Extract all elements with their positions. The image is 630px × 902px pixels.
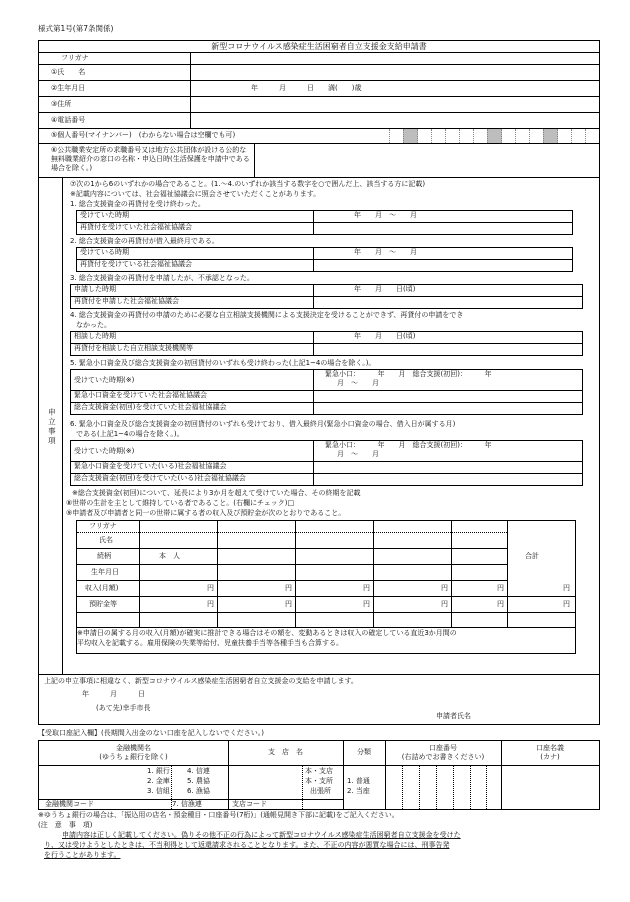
item3-council-field[interactable] — [313, 296, 583, 309]
item5-label[interactable]: 5. 緊急小口資金及び総合支援資金の初回貸付のいずれも受け終わった(上記1~4の場合を除く。)。 — [70, 359, 376, 367]
bank-table — [38, 740, 600, 810]
yen-mark: 円 — [441, 584, 448, 592]
col-account-holder-sub: (カナ) — [540, 753, 560, 761]
hh-furigana-label: フリガナ — [89, 522, 117, 530]
item4-agency-label: 再貸付を相談した自立相談支援機関等 — [70, 343, 314, 356]
branch-type-2[interactable]: 本・支所 — [305, 777, 333, 785]
bank-heading: 【受取口座記入欄】(長期間入出金のない口座を記入しないでください。) — [38, 729, 264, 737]
branch-code-label: 支店コード — [232, 800, 267, 808]
item2-period-field[interactable]: 年 月 ～ 月 — [313, 247, 573, 260]
type-ordinary[interactable]: 1. 普通 — [347, 777, 370, 785]
item2-council-field[interactable] — [313, 259, 573, 272]
yen-mark: 円 — [563, 600, 570, 608]
name-label: ①氏 名 — [39, 65, 191, 80]
col-bank-name-sub: (ゆうちょ銀行を除く) — [99, 753, 168, 761]
yen-mark: 円 — [207, 584, 214, 592]
opt-shinkumi[interactable]: 3. 信組 — [147, 787, 170, 795]
address-label: ③住所 — [39, 97, 191, 112]
item2-period-label: 受けている時期 — [76, 247, 314, 260]
col-account-holder: 口座名義 — [536, 744, 564, 752]
yen-mark: 円 — [363, 584, 370, 592]
name-row — [38, 65, 600, 81]
col-account-number: 口座番号 — [429, 744, 457, 752]
item5-council1-label: 緊急小口資金を受けていた社会福祉協議会 — [70, 390, 314, 403]
item3-council-label: 再貸付を申請した社会福祉協議会 — [70, 296, 314, 309]
item1-label[interactable]: 1. 総合支援資金の再貸付を受け終わった。 — [70, 200, 205, 208]
item6-council2-label: 総合支援資金(初回)を受けていた(いる)社会福祉協議会 — [70, 473, 314, 486]
type-current[interactable]: 2. 当座 — [347, 787, 370, 795]
item4-label-cont: なかった。 — [76, 321, 111, 329]
item4-label[interactable]: 4. 総合支援資金の再貸付の申請のために必要な自立相談支援機関による支援決定を受けることができず、再貸付の申請をでき — [70, 311, 464, 319]
item5-council2-label: 総合支援資金(初回)を受けていた社会福祉協議会 — [70, 402, 314, 415]
item2-council-label: 再貸付を受けている社会福祉協議会 — [76, 259, 314, 272]
item1-period-label: 受けていた時期 — [76, 210, 314, 223]
col-branch-name: 支 店 名 — [268, 748, 303, 756]
item3-label[interactable]: 3. 総合支援資金の再貸付を申請したが、不承認となった。 — [70, 274, 254, 282]
opt-shingyoren[interactable]: 7. 信漁連 — [172, 800, 202, 808]
yen-mark: 円 — [563, 584, 570, 592]
item6-council2-field[interactable] — [313, 473, 583, 486]
item5-period-label: 受けていた時期(※) — [70, 369, 314, 391]
mynumber-field[interactable] — [389, 129, 599, 143]
item5-period-line2: 月 ～ 月 — [337, 378, 379, 387]
addressee: (あて先)幸手市長 — [96, 704, 151, 712]
col-account-number-sub: (右詰めでお書きください) — [401, 753, 485, 761]
dob-field[interactable]: 年 月 日 満( )歳 — [251, 84, 362, 92]
hh-relation-label: 続柄 — [97, 552, 111, 560]
item2-label[interactable]: 2. 総合支援資金の再貸付が借入最終月である。 — [70, 237, 219, 245]
item5-council2-field[interactable] — [313, 402, 583, 415]
caution-line2: り、又は受けようとしたときは、不当利得として返還請求されることとなります。また、不正の内容が悪質な場合には、刑事告発 — [44, 841, 450, 849]
item6-period-label: 受けていた時期(※) — [70, 440, 314, 462]
item1-council-field[interactable] — [313, 222, 573, 235]
phone-label: ④電話番号 — [39, 113, 191, 128]
furigana-label: フリガナ — [39, 53, 191, 64]
yen-mark: 円 — [441, 600, 448, 608]
item5-period-line1: 緊急小口： 年 月 総合支援(初回)： 年 — [325, 370, 492, 378]
col-bank-name: 金融機関名 — [116, 744, 151, 752]
yen-mark: 円 — [497, 584, 504, 592]
item4-agency-field[interactable] — [313, 343, 583, 356]
furigana-row — [38, 53, 600, 65]
item6-period-field[interactable] — [313, 440, 583, 462]
hh-income-label: 収入(月額) — [85, 584, 119, 592]
dob-label: ②生年月日 — [39, 81, 191, 96]
form-title: 新型コロナウイルス感染症生活困窮者自立支援金支給申請書 — [38, 40, 600, 53]
item5-period-field[interactable] — [313, 369, 583, 391]
household-table — [76, 520, 576, 654]
hh-note2: 平均収入を記載する。雇用保険の失業等給付、児童扶養手当等各種手当も合算する。 — [77, 639, 343, 647]
col-account-type: 分類 — [357, 748, 371, 756]
yen-mark: 円 — [497, 600, 504, 608]
yen-mark: 円 — [363, 600, 370, 608]
sec7-note: ※総合支援資金(初回)について、延長により3か月を超えて受けていた場合、その終期を記載 — [72, 489, 361, 497]
phone-row — [38, 113, 600, 129]
item3-period-field[interactable]: 年 月 日(頃) — [313, 284, 583, 297]
employment-field[interactable] — [255, 144, 599, 177]
sec8-label[interactable]: ⑧世帯の生計を主として維持している者であること。(右欄にチェック)□ — [66, 499, 295, 507]
opt-nokyo[interactable]: 5. 農協 — [187, 777, 210, 785]
item4-period-label: 相談した時期 — [70, 331, 314, 344]
item6-label[interactable]: 6. 緊急小口資金及び総合支援資金の初回貸付のいずれも受けており、借入最終月(緊急小口資金の場合、借入日が属する月) — [70, 420, 456, 428]
phone-field[interactable] — [191, 113, 599, 128]
item6-council1-label: 緊急小口資金を受けていた(いる)社会福祉協議会 — [70, 461, 314, 474]
furigana-field[interactable] — [191, 53, 599, 64]
mynumber-label: ⑤個人番号(マイナンバー) (わからない場合は空欄でも可) — [51, 131, 236, 139]
branch-type-3[interactable]: 出張所 — [310, 787, 331, 795]
employment-row — [38, 144, 600, 178]
yucho-note: ※ゆうちょ銀行の場合は、「振込用の店名・預金種目・口座番号(7桁)」(通帳見開き下部に記載)をご記入ください。 — [38, 811, 399, 819]
item6-label-cont: である(上記1~4の場合を除く。)。 — [76, 430, 184, 438]
hh-note1: ※申請日の属する月の収入(月額)が確実に推計できる場合はその額を、変動あるときは収入の確定している直近3か月間の — [77, 629, 457, 637]
form-id: 様式第1号(第7条関係) — [38, 24, 114, 33]
item3-period-label: 申請した時期 — [70, 284, 314, 297]
branch-type-1[interactable]: 本・支店 — [305, 767, 333, 775]
dob-row — [38, 81, 600, 97]
hh-relation-self: 本 人 — [159, 552, 180, 560]
declaration-text: 上記の申立事項に相違なく、新型コロナウイルス感染症生活困窮者自立支援金の支給を申請します。 — [44, 677, 358, 685]
yen-mark: 円 — [207, 600, 214, 608]
address-field[interactable] — [191, 97, 599, 112]
opt-kinko[interactable]: 2. 金庫 — [147, 777, 170, 785]
employment-label: ⑥公共職業安定所の求職番号又は地方公共団体が設ける公的な無料職業紹介の窓口の名称・申込日時(生活保護を申請中である場合を除く。) — [51, 146, 250, 172]
bank-code-label: 金融機関コード — [45, 800, 94, 808]
hh-dob-label: 生年月日 — [91, 568, 119, 576]
sec7-intro: ⑦次の1から6のいずれかの場合であること。(1.～4.のいずれか該当する数字を○で囲んだ上、該当する方に記載) — [70, 180, 426, 188]
application-date[interactable]: 年 月 日 — [82, 690, 145, 698]
caution-line3: を行うことがあります。 — [44, 851, 121, 859]
yen-mark: 円 — [285, 600, 292, 608]
item4-period-field[interactable]: 年 月 日(頃) — [313, 331, 583, 344]
mynumber-row — [38, 129, 600, 144]
hh-name-label: 氏名 — [99, 536, 113, 544]
item1-period-field[interactable]: 年 月 ～ 月 — [313, 210, 573, 223]
signer-label: 申請者氏名 — [436, 712, 471, 720]
sec9-intro: ⑨申請者及び申請者と同一の世帯に属する者の収入及び預貯金が次のとおりであること。 — [66, 509, 346, 517]
address-row — [38, 97, 600, 113]
item1-council-label: 再貸付を受けていた社会福祉協議会 — [76, 222, 314, 235]
opt-shinren[interactable]: 4. 信連 — [187, 767, 210, 775]
item6-period-line2: 月 ～ 月 — [337, 449, 379, 458]
name-field[interactable] — [191, 65, 599, 80]
opt-bank[interactable]: 1. 銀行 — [147, 767, 170, 775]
hh-total-label: 合計 — [525, 552, 539, 560]
hh-savings-label: 預貯金等 — [89, 600, 117, 608]
caution-line1: 申請内容は正しく記載してください。偽りその他不正の行為によって新型コロナウイルス感染症生活困窮者自立支援金を受けた — [62, 831, 461, 839]
caution-heading: (注 意 事 項) — [38, 821, 93, 829]
opt-gyokyo[interactable]: 6. 漁協 — [187, 787, 210, 795]
yen-mark: 円 — [285, 584, 292, 592]
sec7-intro-note: ※記載内容については、社会福祉協議会に照会させていただくことがあります。 — [70, 190, 321, 198]
declaration-side-label: 申立事項 — [38, 178, 63, 675]
item6-period-line1: 緊急小口： 年 月 総合支援(初回)： 年 — [325, 441, 492, 449]
